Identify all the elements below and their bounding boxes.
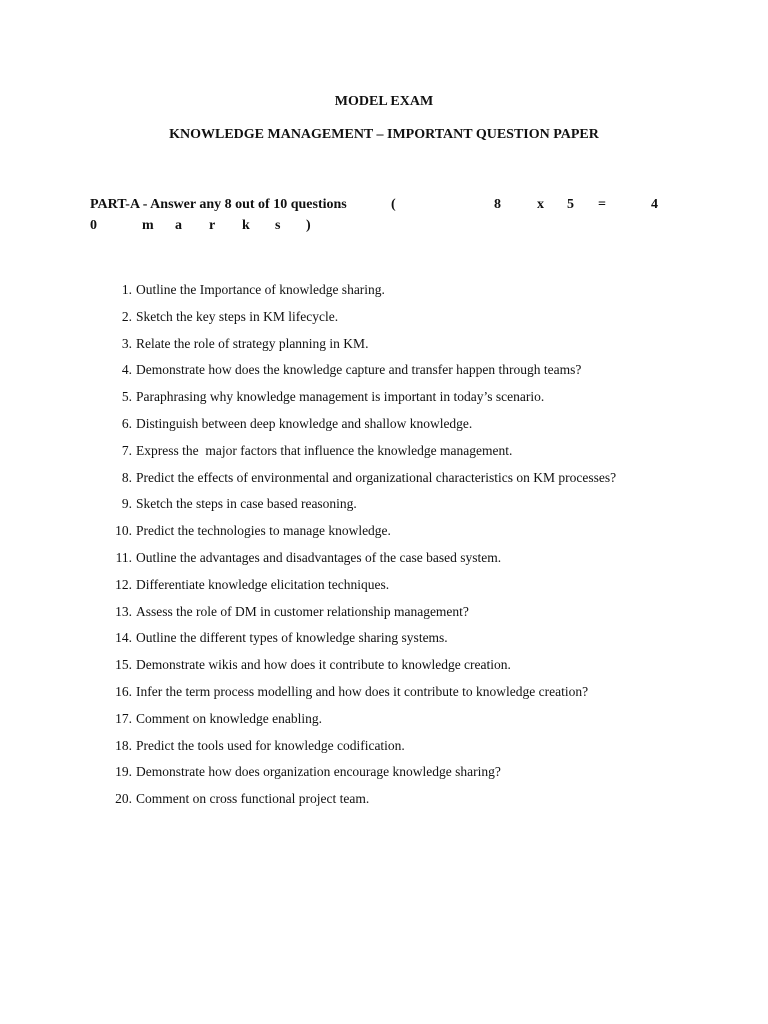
marks-token: 4 <box>651 197 658 212</box>
question-text: Predict the tools used for knowledge codification. <box>136 737 405 753</box>
question-text: Demonstrate how does organization encourage knowledge sharing? <box>136 764 501 780</box>
marks-open-paren: ( <box>391 197 396 212</box>
question-number: 4. <box>121 362 132 378</box>
question-item <box>0 282 768 309</box>
marks-token: 8 <box>494 197 501 212</box>
question-item <box>0 309 768 336</box>
question-text: Sketch the steps in case based reasoning. <box>136 496 357 512</box>
question-text: Relate the role of strategy planning in KM. <box>136 335 369 351</box>
question-number: 6. <box>121 415 132 431</box>
question-text: Predict the technologies to manage knowledge. <box>136 523 391 539</box>
question-item <box>0 711 768 738</box>
marks-close-paren: ) <box>306 218 311 233</box>
question-number: 20. <box>115 791 132 807</box>
question-number: 15. <box>115 657 132 673</box>
question-item <box>0 604 768 631</box>
marks-token: s <box>275 218 281 233</box>
question-text: Distinguish between deep knowledge and shallow knowledge. <box>136 415 473 431</box>
question-item <box>0 738 768 765</box>
question-number: 11. <box>115 549 132 565</box>
question-number: 17. <box>115 710 132 726</box>
question-item <box>0 389 768 416</box>
question-item <box>0 657 768 684</box>
question-item <box>0 550 768 577</box>
question-item <box>0 577 768 604</box>
question-number: 19. <box>115 764 132 780</box>
question-item <box>0 630 768 657</box>
question-item <box>0 523 768 550</box>
question-item <box>0 684 768 711</box>
question-text: Differentiate knowledge elicitation techniques. <box>136 576 390 592</box>
question-list <box>0 282 768 818</box>
page-subtitle: KNOWLEDGE MANAGEMENT – IMPORTANT QUESTION PAPER <box>169 127 599 142</box>
marks-token: m <box>142 218 154 233</box>
question-text: Paraphrasing why knowledge management is important in today’s scenario. <box>136 389 545 405</box>
question-item <box>0 336 768 363</box>
question-number: 9. <box>121 496 132 512</box>
question-text: Predict the effects of environmental and organizational characteristics on KM processes? <box>136 469 617 485</box>
marks-token: 5 <box>567 197 574 212</box>
question-number: 3. <box>121 335 132 351</box>
question-text: Demonstrate wikis and how does it contribute to knowledge creation. <box>136 657 511 673</box>
part-a-heading: PART-A - Answer any 8 out of 10 questions <box>90 197 347 212</box>
question-text: Express the major factors that influence the knowledge management. <box>136 442 513 458</box>
part-a-heading-block <box>90 194 668 236</box>
question-number: 14. <box>115 630 132 646</box>
marks-token: k <box>242 218 250 233</box>
question-number: 2. <box>121 308 132 324</box>
question-item <box>0 764 768 791</box>
question-item <box>0 470 768 497</box>
question-text: Comment on cross functional project team. <box>136 791 370 807</box>
marks-token: 0 <box>90 218 97 233</box>
question-item <box>0 791 768 818</box>
question-number: 10. <box>115 523 132 539</box>
question-item <box>0 362 768 389</box>
question-text: Assess the role of DM in customer relationship management? <box>136 603 469 619</box>
question-text: Outline the different types of knowledge sharing systems. <box>136 630 448 646</box>
question-number: 8. <box>121 469 132 485</box>
question-item <box>0 443 768 470</box>
question-number: 13. <box>115 603 132 619</box>
question-text: Outline the advantages and disadvantages of the case based system. <box>136 549 502 565</box>
marks-token: a <box>175 218 182 233</box>
page-title: MODEL EXAM <box>334 94 434 109</box>
marks-token: r <box>209 218 216 233</box>
question-number: 5. <box>121 389 132 405</box>
question-item <box>0 416 768 443</box>
question-number: 16. <box>115 683 132 699</box>
part-a-line-2 <box>90 215 668 236</box>
question-text: Sketch the key steps in KM lifecycle. <box>136 308 339 324</box>
marks-token: = <box>598 197 606 212</box>
question-text: Outline the Importance of knowledge sharing. <box>136 282 385 297</box>
part-a-line-1 <box>90 194 668 215</box>
question-number: 12. <box>115 576 132 592</box>
marks-token: x <box>537 197 544 212</box>
question-number: 7. <box>121 442 132 458</box>
question-number: 18. <box>115 737 132 753</box>
question-text: Comment on knowledge enabling. <box>136 710 322 726</box>
question-number: 1. <box>121 282 132 297</box>
question-text: Infer the term process modelling and how does it contribute to knowledge creation? <box>136 683 589 699</box>
question-item <box>0 496 768 523</box>
question-text: Demonstrate how does the knowledge capture and transfer happen through teams? <box>136 362 582 378</box>
